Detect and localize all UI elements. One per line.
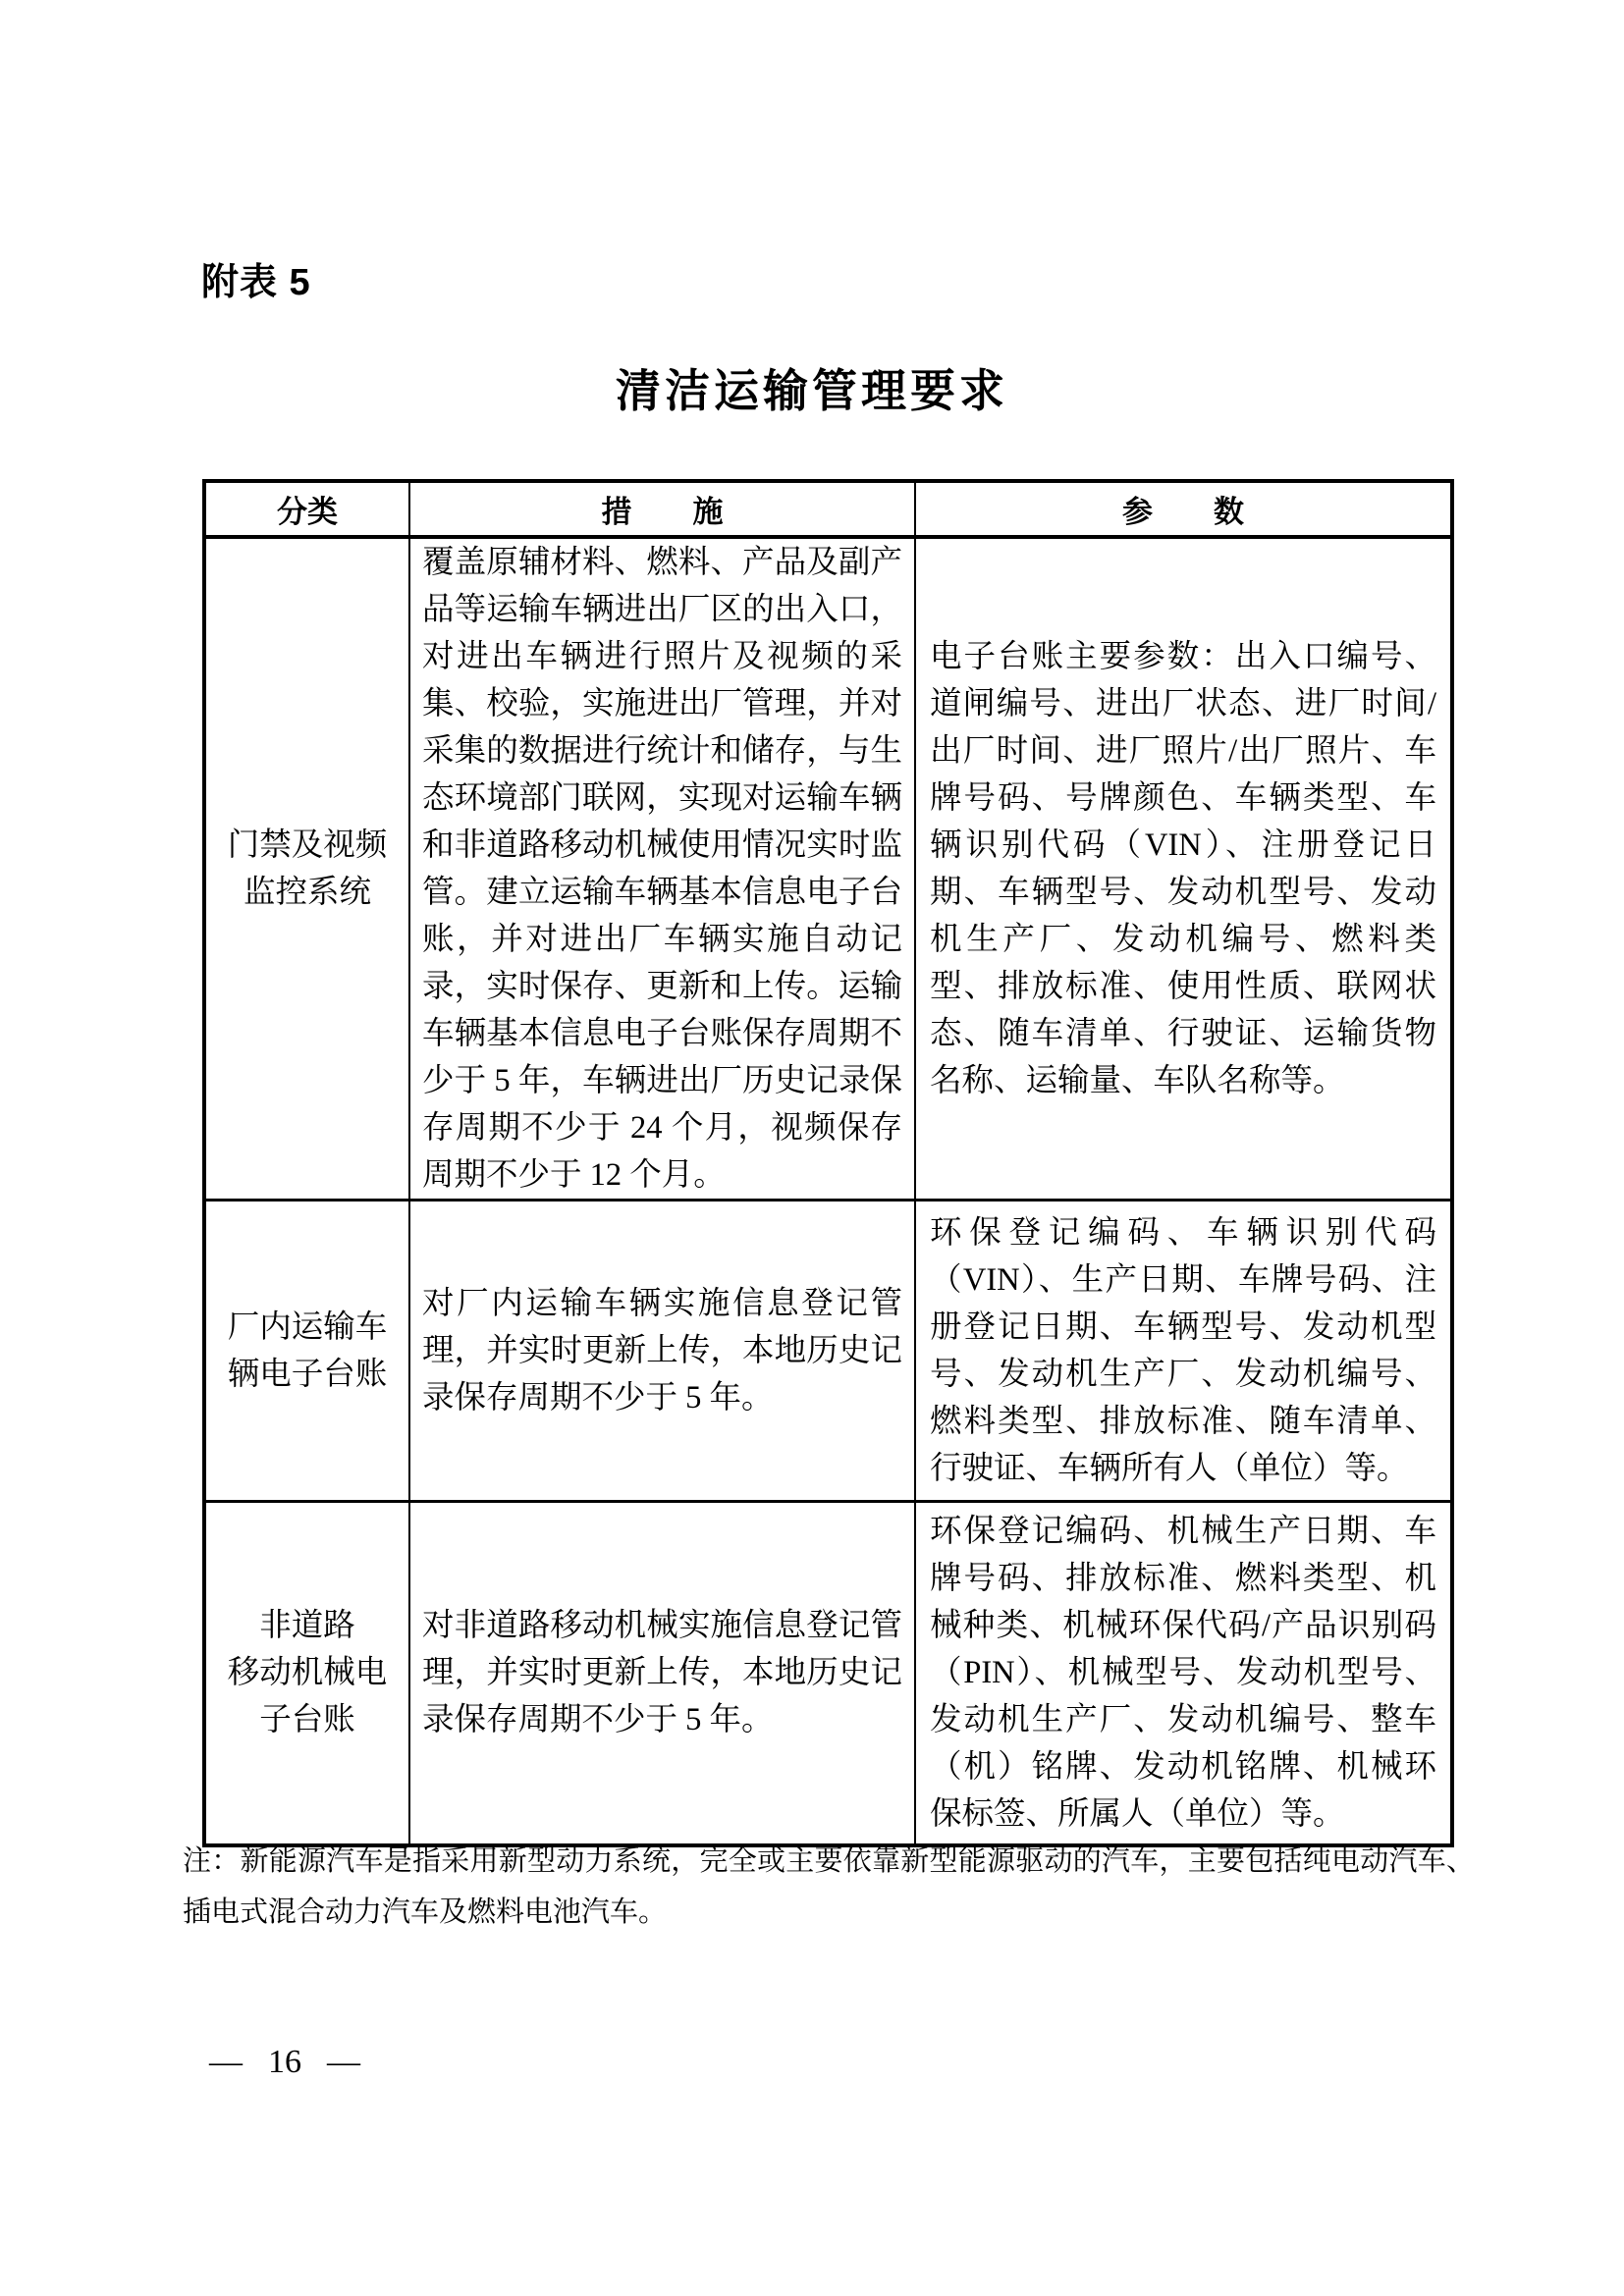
header-measures: 措 施 [409, 481, 915, 537]
category-line: 厂内运输车 [227, 1309, 388, 1345]
category-cell [204, 1502, 409, 1845]
measures-cell: 对厂内运输车辆实施信息登记管理，并实时更新上传，本地历史记录保存周期不少于 5 年。 [409, 1201, 915, 1502]
footer-dash-right: — [327, 2044, 360, 2080]
table-row [204, 1502, 1452, 1845]
page-footer [209, 2044, 360, 2081]
category-line: 监控系统 [243, 875, 371, 910]
category-line: 门禁及视频 [227, 828, 388, 863]
requirements-table [202, 479, 1454, 1847]
parameters-cell: 电子台账主要参数：出入口编号、道闸编号、进出厂状态、进厂时间/出厂时间、进厂照片/出厂照片、车牌号码、号牌颜色、车辆类型、车辆识别代码（VIN）、注册登记日期、车辆型号、发动机型号、发动机生产厂、发动机编号、燃料类型、排放标准、使用性质、联网状态、随车清单、行驶证、运输货物名称、运输量、车队名称等。 [915, 537, 1452, 1201]
category-line: 非道路 [259, 1608, 355, 1644]
footnote: 注：新能源汽车是指采用新型动力系统，完全或主要依靠新型能源驱动的汽车，主要包括纯电动汽车、插电式混合动力汽车及燃料电池汽车。 [183, 1845, 1475, 1928]
category-line: 移动机械电 [227, 1655, 388, 1691]
appendix-label: 附表 5 [201, 262, 311, 303]
category-cell [204, 1201, 409, 1502]
measures-cell: 对非道路移动机械实施信息登记管理，并实时更新上传，本地历史记录保存周期不少于 5 年。 [409, 1502, 915, 1845]
table-row [204, 1201, 1452, 1502]
header-category: 分类 [204, 481, 409, 537]
page-number: 16 [268, 2044, 301, 2080]
table-header-row [204, 481, 1452, 537]
footer-dash-left: — [209, 2044, 243, 2080]
page-title: 清洁运输管理要求 [616, 365, 1008, 416]
category-line: 辆电子台账 [227, 1357, 388, 1392]
table-row [204, 537, 1452, 1201]
parameters-cell: 环保登记编码、机械生产日期、车牌号码、排放标准、燃料类型、机械种类、机械环保代码/产品识别码（PIN）、机械型号、发动机型号、发动机生产厂、发动机编号、整车（机）铭牌、发动机铭牌、机械环保标签、所属人（单位）等。 [915, 1502, 1452, 1845]
category-line: 子台账 [259, 1702, 355, 1738]
parameters-cell: 环保登记编码、车辆识别代码（VIN）、生产日期、车牌号码、注册登记日期、车辆型号、发动机型号、发动机生产厂、发动机编号、燃料类型、排放标准、随车清单、行驶证、车辆所有人（单位）等。 [915, 1201, 1452, 1502]
category-cell [204, 537, 409, 1201]
measures-cell: 覆盖原辅材料、燃料、产品及副产品等运输车辆进出厂区的出入口，对进出车辆进行照片及视频的采集、校验，实施进出厂管理，并对采集的数据进行统计和储存，与生态环境部门联网，实现对运输车辆和非道路移动机械使用情况实时监管。建立运输车辆基本信息电子台账，并对进出厂车辆实施自动记录，实时保存、更新和上传。运输车辆基本信息电子台账保存周期不少于 5 年，车辆进出厂历史记录保存周期不少于 24 个月，视频保存周期不少于 12 个月。 [409, 537, 915, 1201]
header-parameters: 参 数 [915, 481, 1452, 537]
